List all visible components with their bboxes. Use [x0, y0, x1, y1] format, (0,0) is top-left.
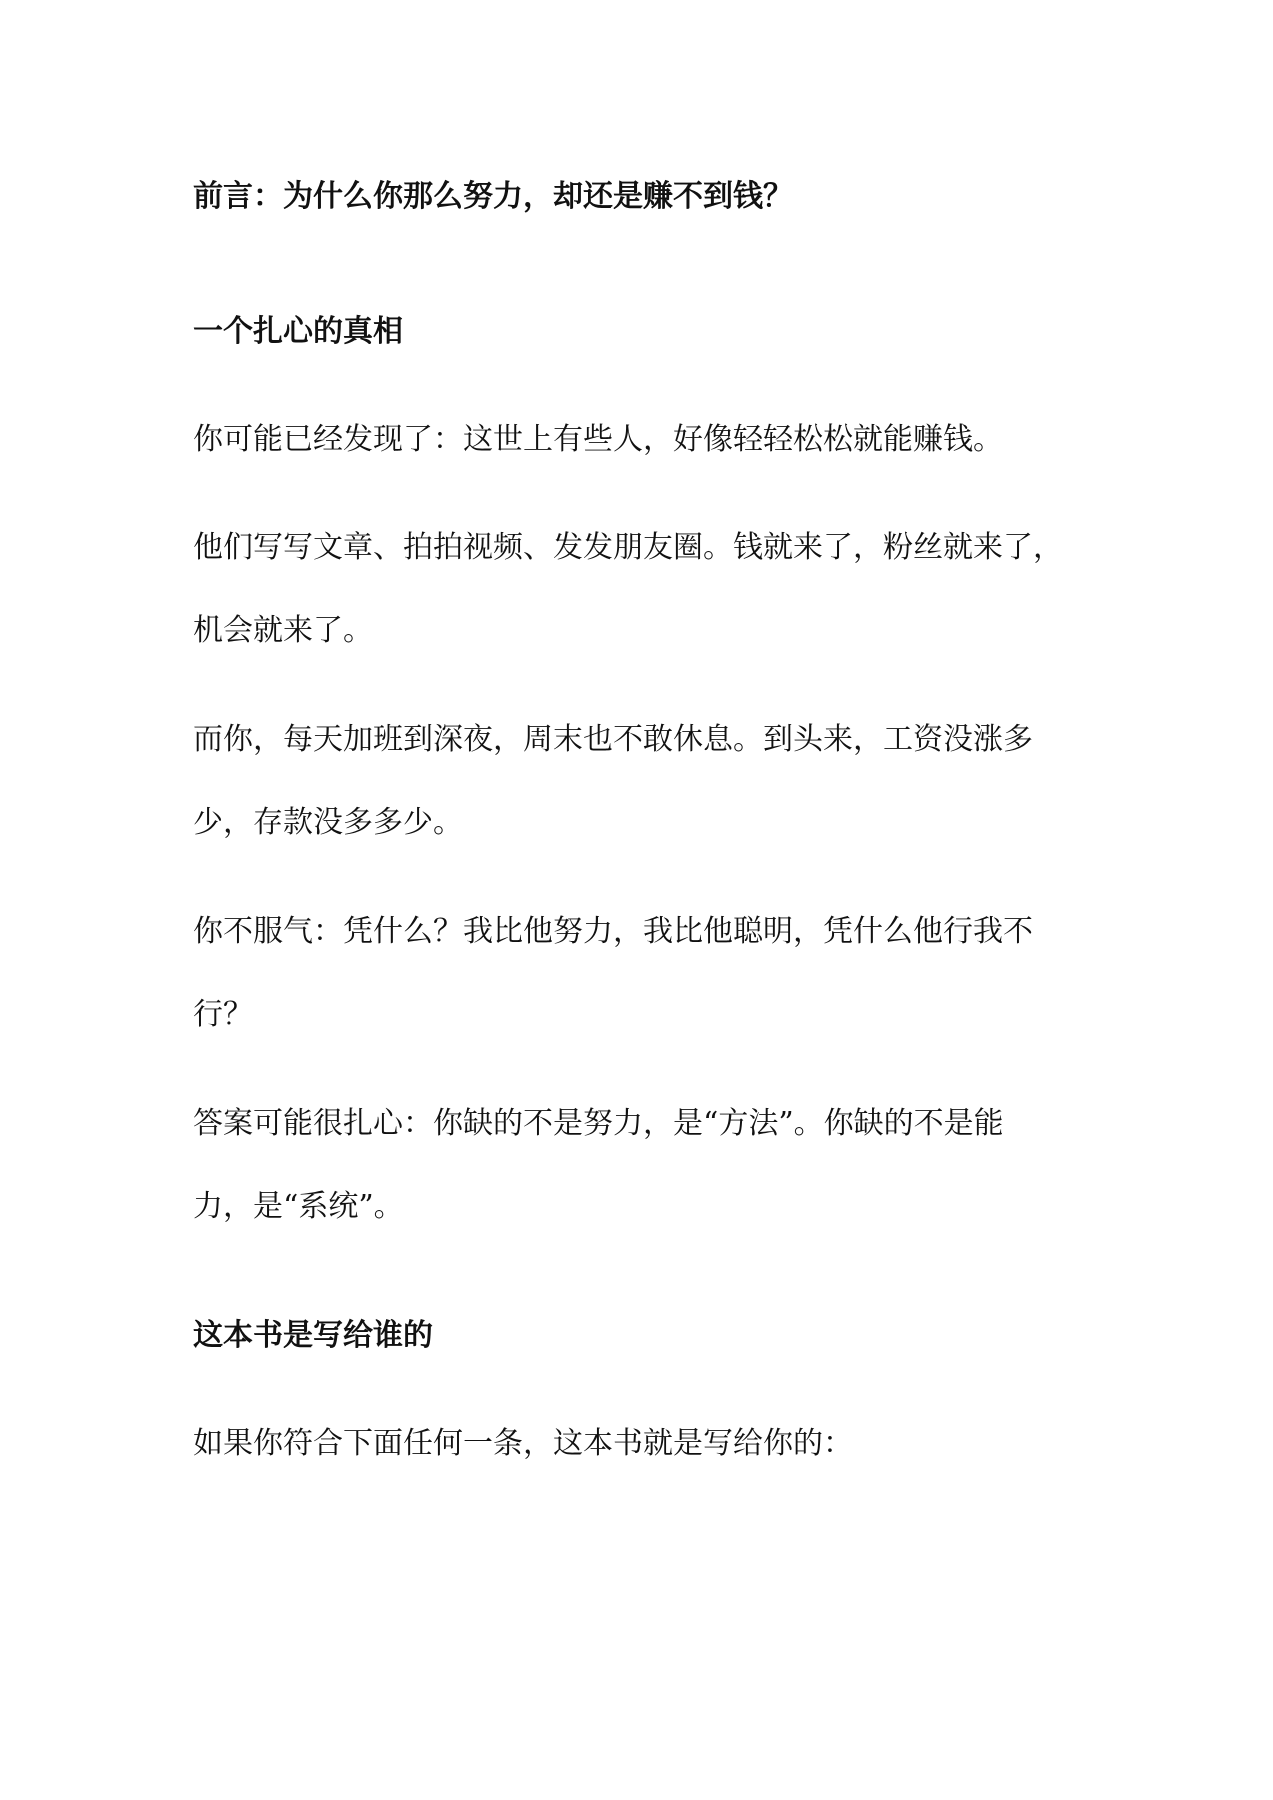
paragraph-line: 如果你符合下面任何一条，这本书就是写给你的： — [193, 1426, 853, 1461]
paragraph-5 — [193, 1104, 1093, 1227]
paragraph-6 — [193, 1424, 1093, 1464]
paragraph-3 — [193, 720, 1093, 843]
paragraph-4 — [193, 912, 1093, 1035]
paragraph-line: 答案可能很扎心：你缺的不是努力，是“方法”。你缺的不是能 — [193, 1106, 1004, 1141]
paragraph-line: 行？ — [193, 997, 253, 1032]
paragraph-line: 机会就来了。 — [193, 613, 373, 648]
paragraph-line: 你不服气：凭什么？我比他努力，我比他聪明，凭什么他行我不 — [193, 914, 1033, 949]
paragraph-line: 少，存款没多多少。 — [193, 805, 463, 840]
paragraph-1 — [193, 420, 1093, 460]
document-title: 前言：为什么你那么努力，却还是赚不到钱？ — [193, 179, 793, 214]
paragraph-line: 力，是“系统”。 — [193, 1189, 404, 1224]
section-heading-audience: 这本书是写给谁的 — [193, 1318, 433, 1353]
paragraph-line: 而你，每天加班到深夜，周末也不敢休息。到头来，工资没涨多 — [193, 722, 1033, 757]
paragraph-2 — [193, 528, 1093, 651]
paragraph-line: 他们写写文章、拍拍视频、发发朋友圈。钱就来了，粉丝就来了， — [193, 530, 1063, 565]
section-heading-truth: 一个扎心的真相 — [193, 314, 403, 349]
paragraph-line: 你可能已经发现了：这世上有些人，好像轻轻松松就能赚钱。 — [193, 422, 1003, 457]
